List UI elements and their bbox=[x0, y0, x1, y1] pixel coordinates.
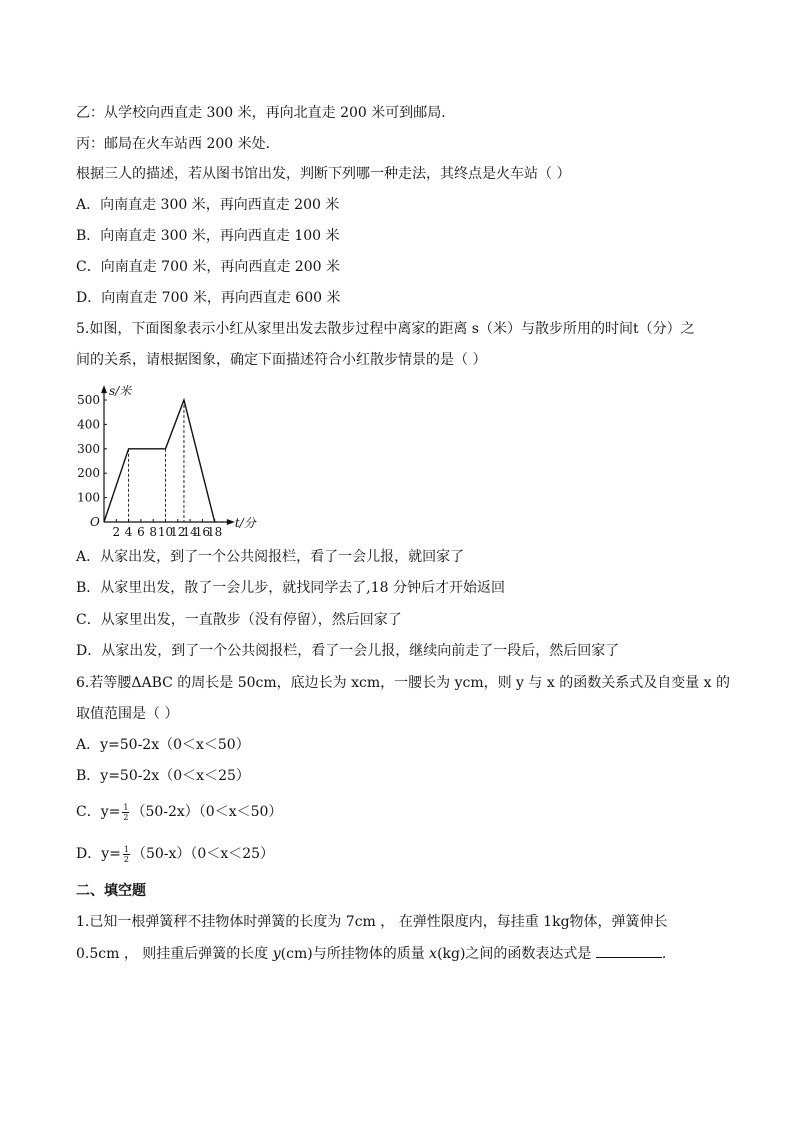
option-5b: B．从家里出发，散了一会儿步，就找同学去了,18 分钟后才开始返回 bbox=[76, 580, 506, 596]
graph-dashed-lines bbox=[129, 400, 184, 522]
option-6d bbox=[76, 844, 274, 864]
fraction-one-half: $\frac{1}{2}$ bbox=[123, 802, 129, 822]
text-line-question4-stem: 根据三人的描述，若从图书馆出发，判断下列哪一种走法，其终点是火车站（ ） bbox=[76, 166, 571, 182]
fraction-one-half: $\frac{1}{2}$ bbox=[123, 844, 129, 864]
variable-x: x bbox=[429, 946, 438, 962]
option-6d-prefix: D．y= bbox=[76, 846, 121, 862]
option-4a: A．向南直走 300 米，再向西直走 200 米 bbox=[76, 197, 340, 213]
x-axis-arrow bbox=[227, 519, 235, 525]
question6-stem-line1: 6.若等腰ΔABC 的周长是 50cm，底边长为 xcm，一腰长为 ycm，则 y 与 x 的函数关系式及自变量 x 的 bbox=[76, 675, 731, 691]
x-tick-label: 18 bbox=[207, 525, 223, 536]
section-heading-fill-in: 二、填空题 bbox=[76, 883, 146, 899]
option-6c bbox=[76, 802, 282, 822]
x-tick-label: 8 bbox=[149, 525, 158, 536]
fill-question1-line1: 1.已知一根弹簧秤不挂物体时弹簧的长度为 7cm ， 在弹性限度内，每挂重 1kg物体，弹簧伸长 bbox=[76, 914, 668, 930]
variable-y: y bbox=[272, 946, 281, 962]
option-4c: C．向南直走 700 米，再向西直走 200 米 bbox=[76, 259, 340, 275]
x-tick-label: 16 bbox=[194, 525, 211, 536]
fill-q1-text-c: (kg)之间的函数表达式是 bbox=[437, 946, 596, 962]
y-tick-label: 100 bbox=[77, 490, 100, 505]
y-axis-arrow bbox=[101, 385, 107, 393]
question5-stem-line1: 5.如图，下面图象表示小红从家里出发去散步过程中离家的距离 s（米）与散步所用的时间t（分）之 bbox=[76, 321, 695, 337]
fill-q1-text-a: 0.5cm ， 则挂重后弹簧的长度 bbox=[76, 946, 273, 962]
question5-stem-line2: 间的关系，请根据图象，确定下面描述符合小红散步情景的是（ ） bbox=[76, 352, 487, 368]
text-line-yi: 乙：从学校向西直走 300 米，再向北直走 200 米可到邮局． bbox=[76, 105, 456, 121]
x-tick-label: 10 bbox=[157, 525, 174, 536]
option-4b: B．向南直走 300 米，再向西直走 100 米 bbox=[76, 228, 340, 244]
option-6a: A．y=50-2x（0＜x＜50） bbox=[76, 737, 250, 753]
x-axis-label: t/分 bbox=[234, 516, 256, 530]
option-6b: B．y=50-2x（0＜x＜25） bbox=[76, 768, 250, 784]
option-4d: D．向南直走 700 米，再向西直走 600 米 bbox=[76, 290, 341, 306]
fill-q1-text-b: (cm)与所挂物体的质量 bbox=[280, 946, 430, 962]
y-tick-label: 200 bbox=[77, 466, 100, 481]
graph-series bbox=[104, 400, 215, 522]
x-tick-label: 2 bbox=[112, 525, 121, 536]
x-tick-label: 14 bbox=[182, 525, 198, 536]
x-tick-label: 4 bbox=[124, 525, 133, 536]
y-tick-label: 400 bbox=[77, 417, 100, 432]
option-6c-suffix: （50-2x）（0＜x＜50） bbox=[131, 804, 283, 820]
y-tick-label: 500 bbox=[77, 393, 100, 407]
text-line-bing: 丙：邮局在火车站西 200 米处． bbox=[76, 136, 280, 152]
y-tick-label: 300 bbox=[77, 441, 100, 456]
y-axis-label: s/米 bbox=[109, 384, 132, 399]
origin-label: O bbox=[90, 515, 100, 529]
option-5d: D．从家出发，到了一个公共阅报栏，看了一会儿报，继续向前走了一段后，然后回家了 bbox=[76, 643, 620, 659]
distance-time-graph bbox=[76, 378, 326, 536]
distance-series-line bbox=[104, 400, 215, 522]
graph-axes bbox=[101, 385, 235, 525]
question6-stem-line2: 取值范围是（ ） bbox=[76, 706, 179, 722]
answer-blank[interactable] bbox=[596, 943, 662, 958]
x-tick-label: 12 bbox=[170, 525, 186, 536]
option-6c-prefix: C．y= bbox=[76, 804, 121, 820]
x-tick-label: 6 bbox=[137, 525, 145, 536]
fill-question1-line2 bbox=[76, 943, 666, 964]
option-6d-suffix: （50-x）（0＜x＜25） bbox=[131, 846, 275, 862]
fill-q1-period: . bbox=[661, 946, 667, 962]
option-5a: A．从家出发，到了一个公共阅报栏，看了一会儿报，就回家了 bbox=[76, 549, 465, 565]
option-5c: C．从家里出发，一直散步（没有停留），然后回家了 bbox=[76, 612, 402, 628]
